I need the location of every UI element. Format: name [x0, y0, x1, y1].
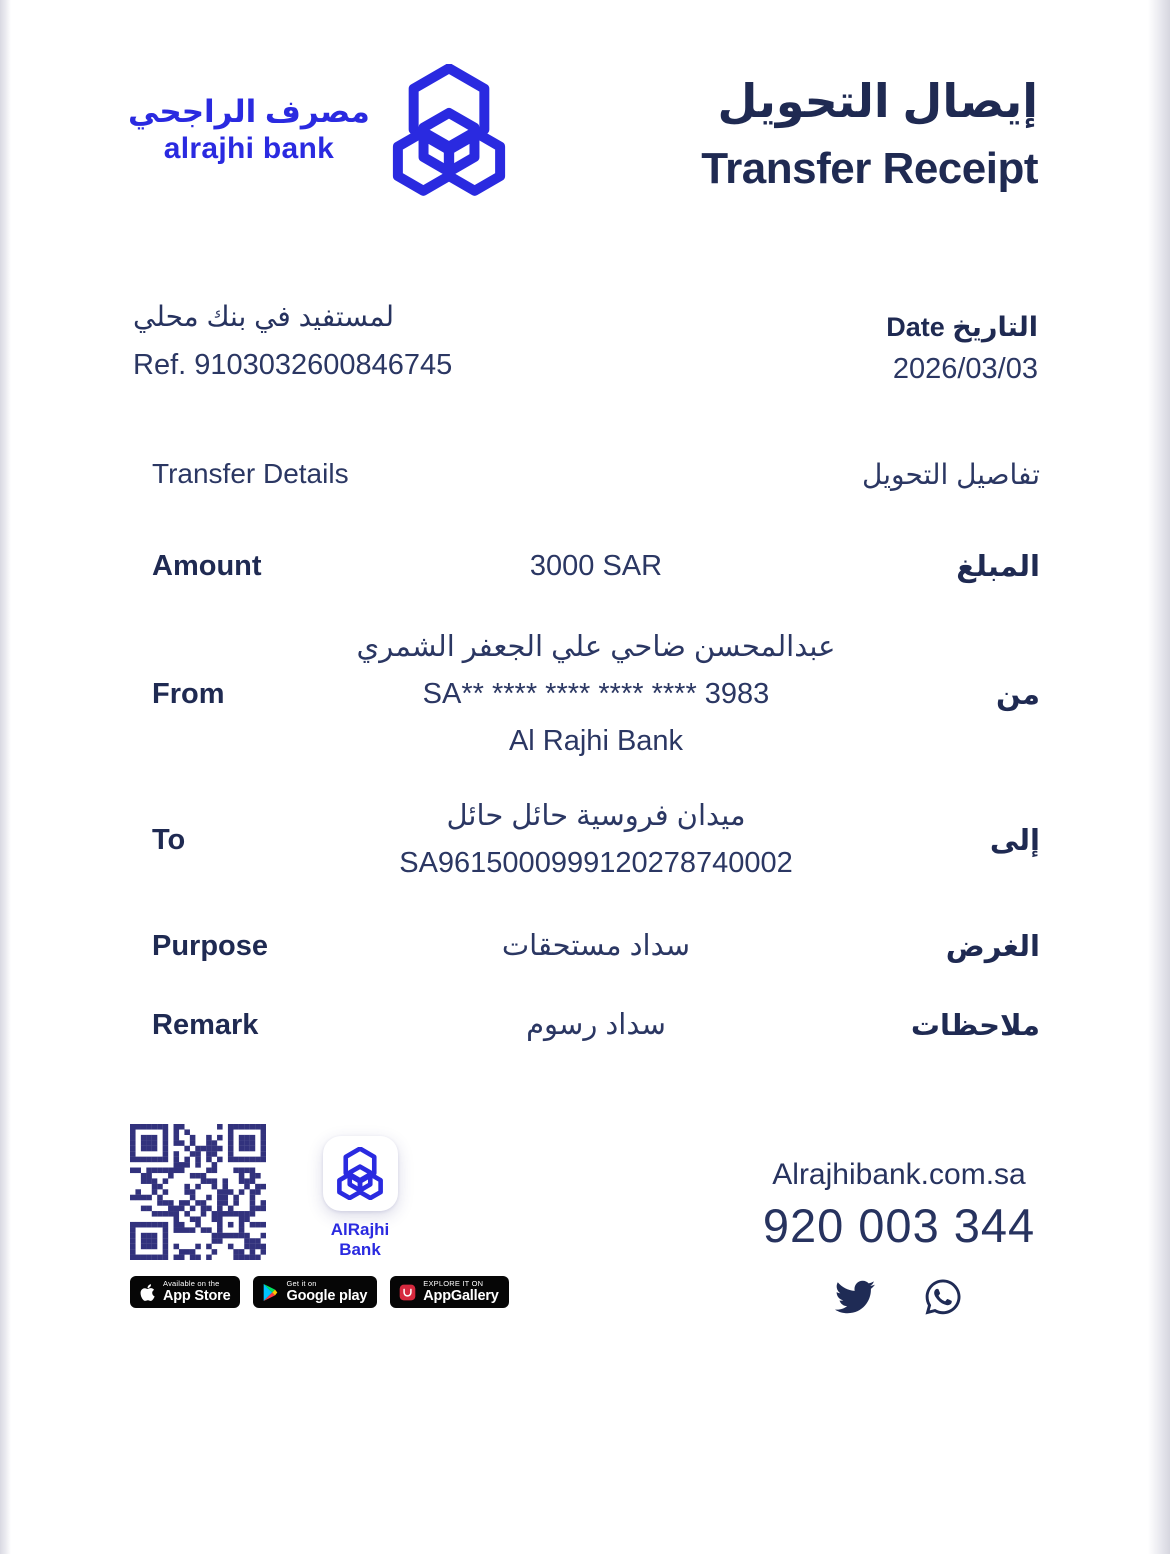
row-value-line: سداد رسوم [526, 1009, 666, 1041]
alrajhi-app-logo-icon [337, 1147, 383, 1200]
badge-tagline: Get it on [286, 1278, 317, 1288]
row-value-line: Al Rajhi Bank [508, 725, 684, 757]
google-play-icon [262, 1283, 279, 1302]
reference-block [133, 300, 452, 382]
row-value-amount [347, 543, 845, 590]
row-value-to [347, 793, 845, 887]
date-label: التاريخ Date [886, 312, 1038, 342]
date-block [886, 312, 1038, 386]
appgallery-icon [399, 1283, 416, 1302]
row-value-line: عبدالمحسن ضاحي علي الجعفر الشمري [356, 631, 836, 663]
app-store-badge[interactable] [130, 1276, 240, 1308]
phone-number: 920 003 344 [762, 1199, 1036, 1252]
detail-row-purpose [152, 923, 1040, 970]
row-label-en-amount: Amount [152, 550, 262, 582]
brand-name-arabic: مصرف الراجحي [128, 94, 370, 129]
row-value-line: ميدان فروسية حائل حائل [446, 800, 746, 832]
row-value-from [347, 624, 845, 765]
website-url: Alrajhibank.com.sa [772, 1158, 1026, 1191]
date-value: 2026/03/03 [892, 353, 1038, 385]
photo-edge-left [0, 0, 11, 1554]
app-name-label: AlRajhi Bank [330, 1220, 390, 1259]
photo-edge-right [1148, 0, 1170, 1554]
details-title-arabic: تفاصيل التحويل [862, 459, 1040, 490]
badge-store-name: App Store [163, 1287, 231, 1304]
apple-icon [139, 1283, 156, 1302]
whatsapp-icon[interactable] [923, 1277, 963, 1317]
badge-store-name: Google play [286, 1287, 368, 1304]
social-icons [758, 1277, 1040, 1317]
alrajhi-palm-logo-icon [392, 64, 506, 196]
reference-number: Ref. 9103032600846745 [133, 349, 453, 381]
details-section-header [152, 458, 1040, 491]
row-value-line: SA** **** **** **** **** 3983 [422, 678, 770, 710]
row-label-en-remark: Remark [152, 1009, 259, 1041]
app-icon [323, 1136, 398, 1211]
row-label-en-from: From [152, 678, 225, 710]
row-label-ar-purpose: الغرض [945, 931, 1040, 963]
badge-store-name: AppGallery [423, 1287, 499, 1304]
brand-logo [128, 64, 506, 196]
row-value-remark [347, 1002, 845, 1049]
contact-block [758, 1158, 1040, 1317]
badge-tagline: EXPLORE IT ON [423, 1278, 484, 1288]
google-play-badge[interactable] [253, 1276, 377, 1308]
details-rows [152, 543, 1040, 1049]
page-title [701, 74, 1038, 194]
row-label-en-purpose: Purpose [152, 930, 269, 962]
mobile-app-badge [312, 1136, 408, 1260]
brand-wordmark [128, 94, 370, 166]
row-label-ar-to: إلى [989, 824, 1040, 857]
detail-row-amount [152, 543, 1040, 590]
transfer-details-section [152, 458, 1040, 1049]
beneficiary-note: لمستفيد في بنك محلي [133, 301, 395, 332]
detail-row-remark [152, 1002, 1040, 1049]
row-value-line: 3000 SAR [529, 550, 663, 582]
row-label-ar-amount: المبلغ [956, 551, 1040, 583]
twitter-icon[interactable] [835, 1277, 875, 1317]
row-value-line: سداد مستحقات [501, 930, 691, 962]
row-value-line: SA9615000999120278740002 [399, 847, 793, 879]
badge-tagline: Available on the [163, 1278, 220, 1288]
row-label-ar-from: من [995, 679, 1040, 711]
detail-row-to [152, 793, 1040, 887]
row-value-purpose [347, 923, 845, 970]
detail-row-from [152, 624, 1040, 765]
details-title-english: Transfer Details [152, 458, 349, 489]
app-gallery-badge[interactable] [390, 1276, 508, 1308]
brand-name-english: alrajhi bank [163, 132, 335, 165]
row-label-ar-remark: ملاحظات [910, 1010, 1040, 1042]
qr-code [130, 1124, 266, 1260]
page-title-english: Transfer Receipt [701, 144, 1038, 193]
page-title-arabic: إيصال التحويل [717, 75, 1038, 127]
store-badges [130, 1276, 509, 1308]
row-label-en-to: To [152, 823, 186, 856]
